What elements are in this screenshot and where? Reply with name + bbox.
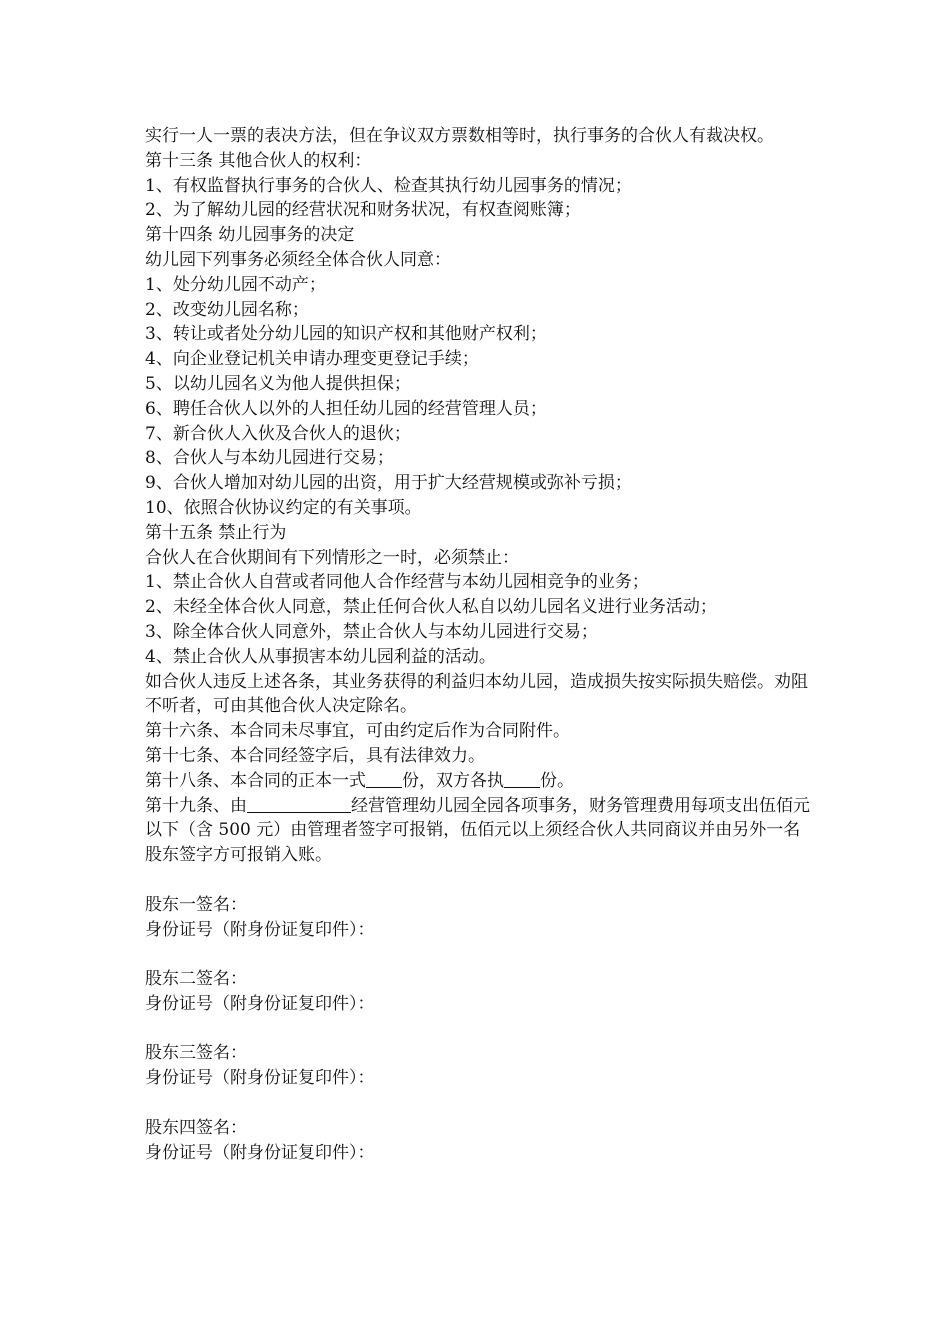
list-item: 2、未经全体合伙人同意，禁止任何合伙人私自以幼儿园名义进行业务活动； — [145, 597, 717, 618]
spacer — [145, 1017, 815, 1042]
list-item: 1、处分幼儿园不动产； — [145, 274, 326, 295]
article-13-heading: 第十三条 其他合伙人的权利： — [145, 150, 372, 171]
list-item: 4、禁止合伙人从事损害本幼儿园利益的活动。 — [145, 646, 496, 667]
spacer — [145, 942, 815, 967]
copies-each-blank[interactable] — [504, 769, 540, 788]
list-item: 4、向企业登记机关申请办理变更登记手续； — [145, 349, 479, 370]
list-item: 2、为了解幼儿园的经营状况和财务状况，有权查阅账簿； — [145, 200, 581, 221]
signature-id-label: 身份证号（附身份证复印件）： — [145, 1068, 375, 1089]
signature-name-label: 股东三签名： — [145, 1043, 247, 1064]
signature-name-label: 股东二签名： — [145, 969, 247, 990]
list-item: 2、改变幼儿园名称； — [145, 299, 309, 320]
list-item: 6、聘任合伙人以外的人担任幼儿园的经营管理人员； — [145, 398, 547, 419]
article-15-heading: 第十五条 禁止行为 — [145, 522, 287, 543]
list-item: 10、依照合伙协议约定的有关事项。 — [145, 497, 422, 518]
spacer — [145, 868, 815, 893]
signature-id-label: 身份证号（附身份证复印件）： — [145, 1142, 375, 1163]
list-item: 8、合伙人与本幼儿园进行交易； — [145, 448, 394, 469]
signature-id-label: 身份证号（附身份证复印件）： — [145, 993, 375, 1014]
article-14-lead: 幼儿园下列事务必须经全体合伙人同意： — [145, 249, 451, 270]
article-18-part3: 份。 — [540, 770, 574, 791]
article-17: 第十七条、本合同经签字后，具有法律效力。 — [145, 745, 485, 766]
article-19 — [145, 794, 815, 868]
list-item: 5、以幼儿园名义为他人提供担保； — [145, 373, 411, 394]
list-item: 9、合伙人增加对幼儿园的出资，用于扩大经营规模或弥补亏损； — [145, 473, 632, 494]
article-18-part2: 份，双方各执 — [402, 770, 504, 791]
article-15-penalty: 如合伙人违反上述各条，其业务获得的利益归本幼儿园，造成损失按实际损失赔偿。劝阻不听者，可由其他合伙人决定除名。 — [145, 671, 808, 717]
signature-name-label: 股东一签名： — [145, 894, 247, 915]
list-item: 1、有权监督执行事务的合伙人、检查其执行幼儿园事务的情况； — [145, 175, 632, 196]
signature-id-label: 身份证号（附身份证复印件）： — [145, 919, 375, 940]
spacer — [145, 1091, 815, 1116]
article-15-lead: 合伙人在合伙期间有下列情形之一时，必须禁止： — [145, 547, 519, 568]
article-19-part2: 经营管理幼儿园全园各项事务，财务管理费用每项支出伍佰元以下（含 500 元）由管理者签字可报销，伍佰元以上须经合伙人共同商议并由另外一名股东签字方可报销入账。 — [145, 795, 810, 866]
list-item: 3、除全体合伙人同意外，禁止合伙人与本幼儿园进行交易； — [145, 621, 598, 642]
article-18-part1: 第十八条、本合同的正本一式 — [145, 770, 366, 791]
list-item: 3、转让或者处分幼儿园的知识产权和其他财产权利； — [145, 324, 547, 345]
article-18 — [145, 769, 815, 794]
list-item: 7、新合伙人入伙及合伙人的退伙； — [145, 423, 411, 444]
list-item: 1、禁止合伙人自营或者同他人合作经营与本幼儿园相竞争的业务； — [145, 572, 649, 593]
document-page — [145, 124, 815, 1165]
article-14-heading: 第十四条 幼儿园事务的决定 — [145, 225, 355, 246]
intro-paragraph: 实行一人一票的表决方法，但在争议双方票数相等时，执行事务的合伙人有裁决权。 — [145, 126, 774, 146]
article-16: 第十六条、本合同未尽事宜，可由约定后作为合同附件。 — [145, 721, 570, 742]
manager-name-blank[interactable] — [247, 794, 351, 813]
article-19-part1: 第十九条、由 — [145, 795, 247, 816]
copies-blank[interactable] — [366, 769, 402, 788]
signature-name-label: 股东四签名： — [145, 1117, 247, 1138]
